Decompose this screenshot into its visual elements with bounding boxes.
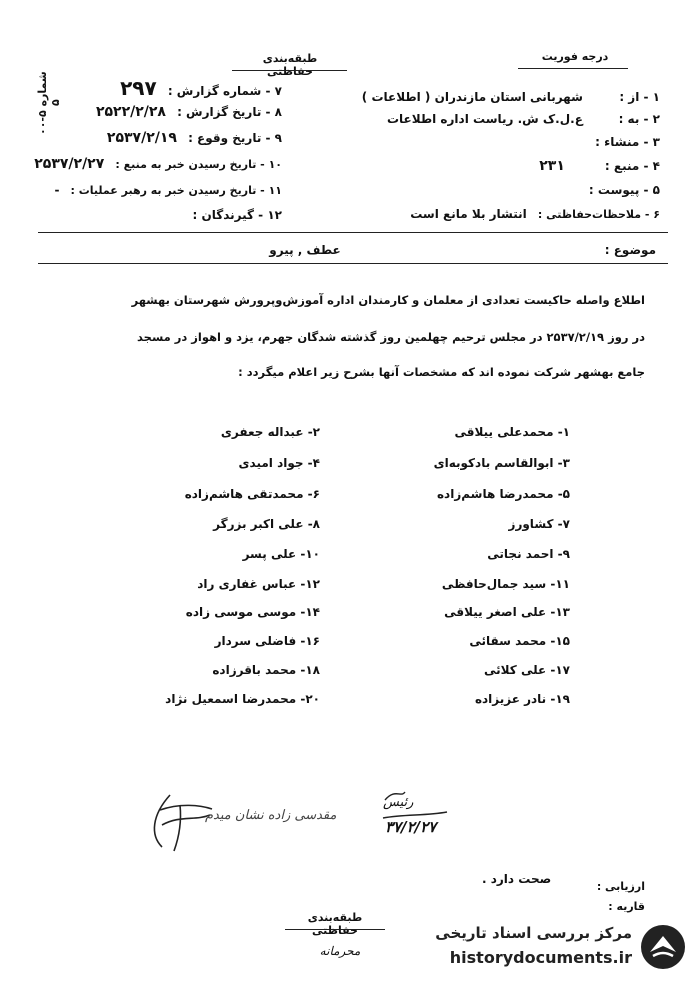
body-line-2: در روز ۲۵۳۷/۲/۱۹ در مجلس ترحیم چهلمین روز گذشته شدگان جهرم، یزد و اهواز در مسجد (137, 330, 645, 344)
list-item: ۳- ابوالقاسم بادکوبه‌ای (433, 456, 570, 470)
to-label: ۲ - به : (618, 112, 660, 126)
list-item: ۱۰- علی پسر (242, 547, 320, 561)
report-date-value: ۲۵۲۲/۲/۲۸ (95, 104, 166, 120)
list-item: ۴- جواد امیدی (238, 456, 320, 470)
grade-label: قاریه : (608, 900, 645, 913)
footer-classification: طبقه‌بندی حفاظتی (307, 911, 363, 937)
signature-left-note: مقدسی زاده نشان میدم (205, 808, 337, 823)
subject-label: موضوع : (604, 243, 656, 257)
list-item: ۱۱- سید جمال‌حافظی (441, 577, 570, 591)
list-item: ۱۳- علی اصغر ییلاقی (444, 605, 570, 619)
event-date-value: ۲۵۳۷/۲/۱۹ (106, 130, 177, 146)
source-label: ۴ - منبع : (604, 159, 660, 173)
assessment-label: ارزیابی : (596, 880, 645, 893)
source-value: ۲۳۱ (539, 158, 565, 174)
list-item: ۱۶- فاضلی سردار (214, 634, 320, 648)
from-value: شهربانی استان مازندران ( اطلاعات ) (361, 90, 583, 104)
footer-classification-value: محرمانه (319, 944, 361, 958)
body-line-1: اطلاع واصله حاکیست تعدادی از معلمان و کارمندان اداره آموزش‌وپرورش شهرستان بهشهر (131, 293, 645, 307)
list-item: ۲۰- محمدرضا اسمعیل نژاد (165, 692, 320, 706)
list-item: ۲- عبداله جعفری (220, 425, 320, 439)
list-item: ۶- محمدتقی هاشم‌زاده (184, 487, 320, 501)
signature-right-date: ۳۷/۲/۲۷ (385, 818, 437, 836)
source-date-field (34, 153, 282, 172)
source-date-label: ۱۰ - تاریخ رسیدن خبر به منبع : (115, 158, 282, 171)
footer-classification-underline (285, 929, 385, 930)
event-date-label: ۹ - تاریخ وقوع : (188, 131, 282, 145)
list-item: ۹- احمد نجاتی (487, 547, 570, 561)
list-item: ۸- علی اکبر بزرگر (213, 517, 320, 531)
classification-right-underline (518, 68, 628, 69)
operations-date-field (54, 179, 282, 198)
archive-logo-icon (638, 922, 688, 972)
security-notes-value: انتشار بلا مانع است (410, 207, 527, 221)
attachment-field (589, 179, 660, 198)
operations-date-label: ۱۱ - تاریخ رسیدن خبر به رهبر عملیات : (70, 184, 282, 197)
recipients-field (193, 204, 282, 223)
body-line-3: جامع بهشهر شرکت نموده اند که مشخصات آنها بشرح زیر اعلام میگردد : (238, 365, 645, 379)
classification-left: طبقه‌بندی حفاظتی (262, 52, 318, 78)
subject-value: عطف , پیرو (269, 243, 341, 257)
security-notes-field (410, 203, 660, 222)
source-field (539, 155, 660, 174)
signature-right-note: رئیس (383, 795, 414, 810)
origin-field (595, 131, 660, 150)
subject-divider (38, 263, 668, 264)
from-label: ۱ - از : (619, 90, 660, 104)
accuracy-note: صحت دارد . (482, 872, 552, 886)
to-value: ع.ل.ک ش. ریاست اداره اطلاعات (386, 112, 583, 126)
report-date-field (96, 101, 282, 120)
attachment-label: ۵ - پیوست : (588, 183, 660, 197)
report-number-label: ۷ - شماره گزارش : (167, 84, 282, 98)
list-item: ۱۲- عباس غفاری راد (197, 577, 320, 591)
operations-date-value: - (54, 183, 60, 197)
vertical-code: شماره ۵-۰۰ ۵ (36, 71, 62, 135)
to-field (387, 108, 660, 127)
from-field (362, 86, 660, 105)
list-item: ۱۸- محمد باقرزاده (212, 663, 320, 677)
recipients-label: ۱۲ - گیرندگان : (192, 208, 282, 222)
event-date-field (107, 127, 282, 146)
report-number-field (120, 76, 282, 100)
watermark-logo (425, 920, 690, 976)
list-item: ۱۹- نادر عزیزاده (474, 692, 570, 706)
report-number-value: ۲۹۷ (120, 76, 157, 100)
list-item: ۷- کشاورز (508, 517, 570, 531)
origin-label: ۳ - منشاء : (595, 135, 660, 149)
header-divider (38, 232, 668, 233)
list-item: ۱۷- علی کلائی (484, 663, 570, 677)
watermark-title: مرکز بررسی اسناد تاریخی (435, 924, 632, 942)
classification-left-underline (232, 70, 347, 71)
source-date-value: ۲۵۳۷/۲/۲۷ (34, 156, 105, 172)
list-item: ۱۵- محمد سقائی (469, 634, 570, 648)
list-item: ۵- محمدرضا هاشم‌زاده (436, 487, 570, 501)
security-notes-label: ۶ - ملاحظات‌حفاظتی : (537, 208, 660, 221)
classification-right: درجه فوریت (541, 50, 609, 63)
report-date-label: ۸ - تاریخ گزارش : (177, 105, 282, 119)
watermark-url: historydocuments.ir (449, 948, 632, 967)
list-item: ۱۴- موسی موسی زاده (185, 605, 320, 619)
list-item: ۱- محمدعلی ییلاقی (454, 425, 570, 439)
